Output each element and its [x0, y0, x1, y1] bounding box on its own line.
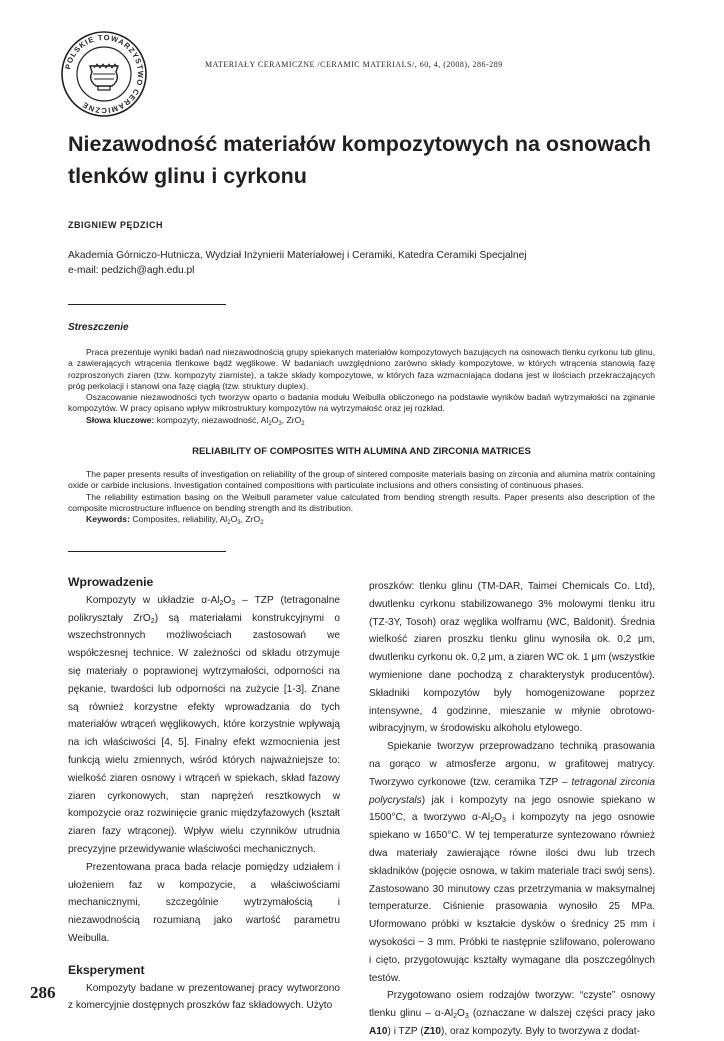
abstract-en-paragraph-2: The reliability estimation basing on the Weibull parameter value calculated from bending strength results. Paper presents also description of the composite microstructure influence on bending strength and its distribution.: [68, 491, 655, 513]
abstract-polish: [68, 347, 655, 426]
col2-p3-mid: ) i TZP (: [387, 1025, 424, 1037]
journal-reference: MATERIAŁY CERAMICZNE /CERAMIC MATERIALS/, 60, 4, (2008), 286-289: [205, 60, 503, 69]
society-logo: [60, 30, 148, 118]
section-heading-experiment: Eksperyment: [68, 962, 145, 977]
english-title: RELIABILITY OF COMPOSITES WITH ALUMINA AND ZIRCONIA MATRICES: [192, 446, 531, 457]
divider-top: [68, 304, 226, 305]
abstract-english: [68, 469, 655, 525]
intro-paragraph-2: Prezentowana praca bada relacje pomiędzy udziałem i ułożeniem faz w kompozycie, a właściwościami mechanicznymi, szczególnie wytrzymałością i niezawodnością rozumianą jako wartość parametru Weibulla.: [68, 861, 340, 944]
author-name: ZBIGNIEW PĘDZICH: [68, 220, 163, 230]
logo-text: POLSKIE TOWARZYSTWO CERAMICZNE: [63, 32, 146, 116]
abstract-en-keywords: [68, 514, 655, 525]
column-right: [369, 578, 655, 1041]
col2-p2-italic: tetragonal zirconia polycrystals: [369, 776, 655, 806]
page-number: 286: [30, 983, 56, 1002]
column-left: [68, 574, 340, 1015]
keywords-label-pl: Słowa kluczowe:: [86, 414, 155, 425]
section-heading-introduction: Wprowadzenie: [68, 575, 154, 589]
abstract-pl-paragraph-2: Oszacowanie niezawodności tych tworzyw oparto o badania modułu Weibulla obliczonego na podstawie wyników badań wytrzymałości na zginanie kompozytów. W pracy opisano wpływ mikrostruktury kompozytów na wytrzymałość oraz jej rozkład.: [68, 392, 655, 414]
col2-p3-end: ), oraz kompozyty. Były to tworzywa z dodat-: [441, 1025, 640, 1037]
intro-paragraph-1: Kompozyty w układzie $\alpha-Al_2O_3$ – TZP (tetragonalne polikryształy ZrO$_2$) są materiałami konstrukcyjnymi o wszechstronnych możliwościach zastosowań we współczesnej technice. W zależności od składu otrzymuje się materiały o poprawionej wytrzymałości, odporności na pękanie, twardości lub odporności na zużycie [1-3]. Znane są również korzystne efekty wprowadzania do tych materiałów wtrąceń węglikowych, które korzystnie wpływają na ich właściwości [4, 5]. Finalny efekt wzmocnienia jest funkcją wielu zmiennych, wśród których najważniejsze to: wielkość ziaren osnowy i wtrąceń w spiekach, skład fazowy ziaren cyrkonowych, stan naprężeń resztkowych w kompozycie oraz rozwinięcie granic międzyfazowych (kształt ziaren fazy wtrąconej). Wpływ wielu czynników utrudnia precyzyjne przewidywanie właściwości mechanicznych.: [68, 594, 341, 855]
experiment-paragraph-1: Kompozyty badane w prezentowanej pracy wytworzono z komercyjnie dostępnych proszków faz składowych. Użyto: [68, 982, 340, 1012]
divider-bottom: [68, 551, 226, 552]
abstract-en-paragraph-1: The paper presents results of investigation on reliability of the group of sintered composite materials basing on zirconia and alumina matrix containing oxide or carbide inclusions. Investigation contained compositions with particulate inclusions and others consisting of continuous phases.: [68, 469, 655, 491]
label-z10: Z10: [423, 1025, 442, 1037]
col2-paragraph-3: [369, 987, 655, 1040]
keywords-pl: kompozyty, niezawodność, $Al_2O_3$, ZrO$_2$: [156, 414, 305, 427]
col2-p2-part-a: Spiekanie tworzyw przeprowadzano techniką prasowania na gorąco w atmosferze argonu, w grafitowej matrycy. Tworzywo cyrkonowe (tzw. ceramika TZP –: [369, 741, 655, 788]
col2-paragraph-1: proszków: tlenku glinu (TM-DAR, Taimei Chemicals Co. Ltd), dwutlenku cyrkonu stabilizowanego 3% molowymi tlenku itru (TZ-3Y, Tosoh) oraz węglika wolframu (WC, Baldonit). Średnia wielkość ziaren proszku tlenku glinu wynosiła ok. 0,2 μm, dwutlenku cyrkonu ok. 0,2 μm, a ziaren WC ok. 1 μm (wszystkie wymienione dane pochodzą z charakterystyk producentów). Składniki kompozytów były homogenizowane poprzez intensywne, 4 godzinne, mieszanie w młynie obrotowo-wibracyjnym, w środowisku alkoholu etylowego.: [369, 581, 655, 735]
article-title: Niezawodność materiałów kompozytowych na osnowach tlenków glinu i cyrkonu: [68, 132, 652, 188]
abstract-heading: Streszczenie: [68, 322, 129, 333]
affiliation-block: [68, 248, 527, 278]
label-a10: A10: [369, 1025, 388, 1037]
affiliation-email[interactable]: e-mail: pedzich@agh.edu.pl: [68, 265, 195, 276]
abstract-pl-paragraph-1: Praca prezentuje wyniki badań nad niezawodnością grupy spiekanych materiałów kompozytowych bazujących na osnowach tlenku cyrkonu lub glinu, a zawierających wtrącenia tlenkowe bądź węglikowe. W badaniach uwzględniono zarówno składy kompozytowe, w których wtrącenia stanowią fazę rozproszonych ziaren (tzw. kompozyty ziarniste), a także składy kompozytowe, w których faza wzmacniająca dodana jest w ilościach przekraczających próg perkolacji i stanowi ona fazę ciągłą (tzw. struktury duplex).: [68, 347, 655, 391]
col2-p3-part-a: Przygotowano osiem rodzajów tworzyw: “czyste” osnowy tlenku glinu – $\alpha-Al_2O_3$ (oznaczane w dalszej części pracy jako: [369, 990, 655, 1021]
col2-p2-part-b: ) jak i kompozyty na jego osnowie spiekano w 1500°C, a tworzywo $\alpha-Al_2O_3$ i kompozyty na jego osnowie spiekano w 1650°C. W tej temperaturze syntezowano również dwa materiały zawierające równe ilości dwu lub trzech składników (pojęcie osnowa, w takim materiale traci swój sens). Zastosowano 30 minutowy czas przetrzymania w maksymalnej temperaturze. Ciśnienie prasowania wynosiło 25 MPa. Uformowano próbki w kształcie dysków o średnicy 25 mm i wysokości ~ 3 mm. Próbki te następnie szlifowano, polerowano i cięto, przygotowując kształty wymagane dla poszczególnych testów.: [369, 794, 655, 984]
keywords-en: Composites, reliability, $Al_2O_3$, ZrO$_2$: [132, 514, 264, 527]
col2-paragraph-2: [369, 738, 655, 987]
abstract-pl-keywords: [68, 415, 655, 426]
affiliation-institution: Akademia Górniczo-Hutnicza, Wydział Inżynierii Materiałowej i Ceramiki, Katedra Ceramiki Specjalnej: [68, 250, 527, 261]
keywords-label-en: Keywords:: [86, 514, 130, 525]
